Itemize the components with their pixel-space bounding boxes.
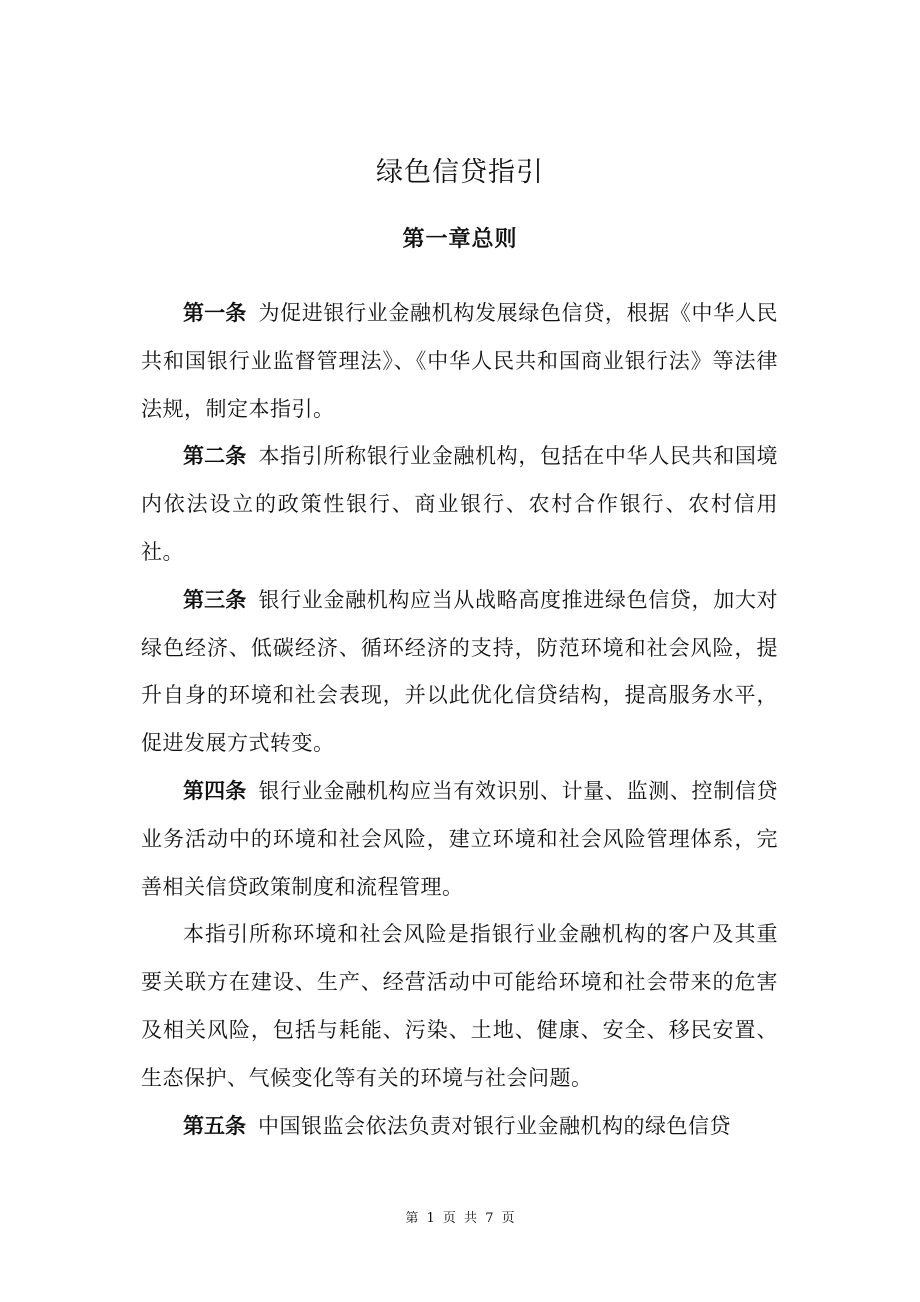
chapter-heading: 第一章总则 <box>402 227 518 252</box>
article-text: 本指引所称银行业金融机构，包括在中华人民共和国境内依法设立的政策性银行、商业银行、农村合作银行、农村信用社。 <box>141 444 779 564</box>
article-label: 第四条 <box>183 778 247 803</box>
article-text: 银行业金融机构应当有效识别、计量、监测、控制信贷业务活动中的环境和社会风险，建立环境和社会风险管理体系，完善相关信贷政策制度和流程管理。 <box>141 778 779 899</box>
article-5 <box>141 1103 778 1151</box>
article-3 <box>141 577 778 768</box>
article-label: 第一条 <box>183 301 247 325</box>
document-body <box>141 290 778 1150</box>
document-title: 绿色信贷指引 <box>376 157 544 188</box>
article-4 <box>141 768 778 911</box>
article-2 <box>141 433 778 576</box>
article-text: 中国银监会依法负责对银行业金融机构的绿色信贷 <box>258 1113 731 1138</box>
article-text: 银行业金融机构应当从战略高度推进绿色信贷，加大对绿色经济、低碳经济、循环经济的支持，防范环境和社会风险，提升自身的环境和社会表现，并以此优化信贷结构，提高服务水平，促进发展方式转变。 <box>141 587 779 756</box>
article-text: 本指引所称环境和社会风险是指银行业金融机构的客户及其重要关联方在建设、生产、经营活动中可能给环境和社会带来的危害及相关风险，包括与耗能、污染、土地、健康、安全、移民安置、生态保护、气候变化等有关的环境与社会问题。 <box>141 922 778 1090</box>
page-footer: 第 1 页 共 7 页 <box>405 1211 515 1226</box>
article-label: 第三条 <box>183 587 247 612</box>
article-4-clause-2 <box>141 911 778 1102</box>
article-text: 为促进银行业金融机构发展绿色信贷，根据《中华人民共和国银行业监督管理法》、《中华人民共和国商业银行法》等法律法规，制定本指引。 <box>141 301 779 421</box>
article-1 <box>141 290 778 433</box>
article-label: 第五条 <box>183 1113 246 1138</box>
article-label: 第二条 <box>183 444 247 469</box>
